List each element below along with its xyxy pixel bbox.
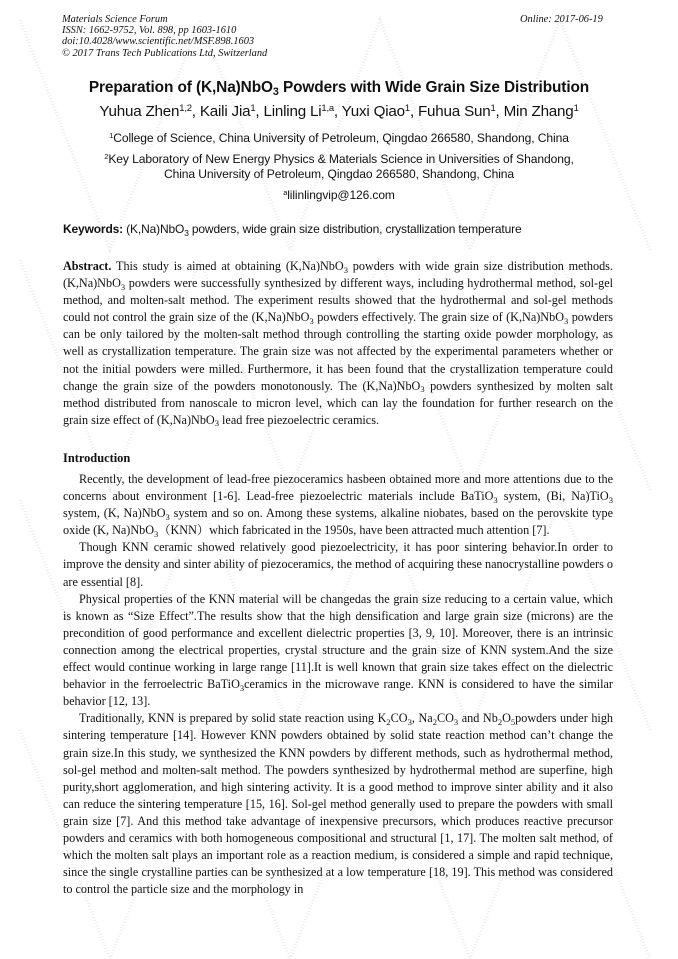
text-run: system and so on. Among these systems, alkaline niobates, based on the perovskite type oxide (K, Na)NbO xyxy=(63,506,613,538)
text-run: powders were successfully synthesized by different ways, including hydrothermal method, sol-gel method, and molten-salt method. The experiment results showed that the hydrothermal and sol-gel methods could not control the grain size of the (K,Na)NbO xyxy=(63,276,613,325)
subscript: 3 xyxy=(564,315,569,326)
keywords-text: (K,Na)NbO xyxy=(123,222,185,236)
affiliation-2 xyxy=(0,152,678,181)
introduction-paragraph xyxy=(63,591,613,711)
email-marker: a xyxy=(283,187,288,197)
subscript: 3 xyxy=(309,315,314,326)
text-run: powders with wide grain size distribution methods. (K,Na)NbO xyxy=(63,259,613,291)
subscript: 5 xyxy=(510,716,516,727)
text-run: system, (Bi, Na)TiO xyxy=(497,489,609,504)
text-run: powders under high sintering temperature [14]. However KNN powders obtained by solid state reaction method can’t change the grain size.In this study, we synthesized the KNN powders by different methods, such as hydrothermal method, sol-gel method and molten-salt method. The powders synthesized by hydrothermal method are superfine, high purity,short agglomeration, and high sintering activity. It is a good method to improve sinter ability and it also can reduce the sintering temperature [15, 16]. Sol-gel method generally used to prepare the powders with small grain size [7]. And this method take advantage of inexpensive precursors, which produces reactive precursor powders and ceramics with both homogeneous compositional and structural [1, 17]. The molten salt method, of which the molten salt plays an important role as a reaction medium, is considered a simple and rapid technique, since the single crystalline parties can be synthesized at a low temperature [18, 19]. This method was considered to control the particle size and the morphology in xyxy=(63,711,614,897)
author-affiliation-marker: 1 xyxy=(404,101,410,113)
author-affiliation-marker: 1 xyxy=(490,101,496,113)
text-run: CO xyxy=(436,711,454,726)
subscript: 3 xyxy=(343,264,348,275)
affiliation-1 xyxy=(0,131,678,146)
journal-citation-block xyxy=(62,14,267,59)
author-name: Linling Li xyxy=(263,103,322,120)
author-name: Yuxi Qiao xyxy=(341,103,405,120)
text-run: powders effectively. The grain size of (K,Na)NbO xyxy=(313,310,564,325)
text-run: , Na xyxy=(411,711,433,726)
online-date: Online: 2017-06-19 xyxy=(520,14,603,25)
subscript: 2 xyxy=(497,716,503,727)
email-link[interactable]: lilinlingvip@126.com xyxy=(287,188,395,202)
subscript: 2 xyxy=(432,716,437,727)
text-run: ceramics in the microwave range. KNN is considered to have the similar behavior [12, 13]. xyxy=(63,677,613,709)
text-run: lead free piezoelectric ceramics. xyxy=(218,412,380,427)
subscript: 3 xyxy=(239,682,245,693)
affiliation-text-line2: China University of Petroleum, Qingdao 266580, Shandong, China xyxy=(163,166,515,181)
introduction-body xyxy=(63,471,613,898)
abstract-label: Abstract. xyxy=(63,259,112,273)
keywords-subscript: 3 xyxy=(184,227,189,238)
subscript: 3 xyxy=(407,716,412,727)
text-run: powders synthesized by molten salt method distributed from nanoscale to micron level, which can lay the foundation for further research on the grain size effect of (K,Na)NbO xyxy=(63,378,613,427)
author-name: Kaili Jia xyxy=(199,103,251,120)
text-run: （KNN）which fabricated in the 1950s, have been attracted much attention [7]. xyxy=(158,523,550,538)
title-text-end: Powders with Wide Grain Size Distribution xyxy=(278,79,590,96)
subscript: 3 xyxy=(608,494,613,505)
subscript: 3 xyxy=(214,418,219,429)
text-run: system, (K, Na)NbO xyxy=(63,506,166,521)
introduction-paragraph xyxy=(63,539,613,590)
text-run: powders can be only tailored by the molten-salt method through controlling the starting oxide powder morphology, as well as crystallization temperature. The grain size was not affected by the experimental parameters whether or not the initial powders were milled. Furthermore, it has been found that the crystallization temperature could change the grain size of the powders monotonously. The (K,Na)NbO xyxy=(63,310,613,393)
affiliation-text: Key Laboratory of New Energy Physics & Materials Science in Universities of Shandong, xyxy=(108,152,574,166)
journal-doi: doi:10.4028/www.scientific.net/MSF.898.1603 xyxy=(62,36,255,48)
abstract-paragraph xyxy=(63,258,613,429)
title-subscript: 3 xyxy=(272,86,279,99)
keywords-text-end: powders, wide grain size distribution, crystallization temperature xyxy=(188,222,522,236)
journal-name: Materials Science Forum xyxy=(62,14,168,25)
title-text: Preparation of (K,Na)NbO xyxy=(88,79,273,96)
subscript: 3 xyxy=(154,528,159,539)
subscript: 3 xyxy=(420,384,425,395)
journal-copyright: © 2017 Trans Tech Publications Ltd, Switzerland xyxy=(62,47,268,59)
subscript: 2 xyxy=(386,716,391,727)
section-heading-introduction: Introduction xyxy=(63,451,131,465)
abstract xyxy=(63,258,613,429)
author-affiliation-marker: 1,2 xyxy=(179,101,192,113)
text-run: and Nb xyxy=(458,711,498,726)
corresponding-email xyxy=(0,188,678,203)
journal-issn: ISSN: 1662-9752, Vol. 898, pp 1603-1610 xyxy=(62,25,237,37)
introduction-paragraph xyxy=(63,471,613,539)
author-list: Yuhua Zhen$^{1,2}$, Kaili Jia$^1$, Linling Li$^{1,a}$, Yuxi Qiao$^1$, Fuhua Sun$^1$, Min Zhang$^1$ xyxy=(99,101,579,120)
text-run: Recently, the development of lead-free piezoceramics hasbeen obtained more and more attentions due to the concerns about environment [1-6]. Lead-free piezoelectric materials include BaTiO xyxy=(63,472,613,504)
text-run: Physical properties of the KNN material will be changedas the grain size reducing to a certain value, which is known as “Size Effect”.The results show that the high densification and large grain size (microns) are the precondition of good performance and excellent dielectric properties [3, 9, 10]. Moreover, there is an intrinsic connection among the electrical properties, crystal structure and the grain size of KNN system.And the size effect would continue working in large range [11].It is well known that grain size takes effect on the dielectric behavior in the ferroelectric BaTiO xyxy=(63,591,613,692)
text-run: CO xyxy=(390,711,408,726)
paper-title xyxy=(0,79,678,97)
affiliation-marker: 2 xyxy=(104,151,109,161)
subscript: 3 xyxy=(453,716,459,727)
keywords-label: Keywords: xyxy=(63,222,123,236)
author-name: Fuhua Sun xyxy=(417,103,491,120)
author-name: Yuhua Zhen xyxy=(99,103,180,120)
affiliation-text: College of Science, China University of Petroleum, Qingdao 266580, Shandong, China xyxy=(113,131,569,145)
text-run: Traditionally, KNN is prepared by solid state reaction using K xyxy=(79,711,387,726)
subscript: 3 xyxy=(165,511,170,522)
author-affiliation-marker: 1 xyxy=(573,101,579,113)
author-affiliation-marker: 1,a xyxy=(321,101,334,113)
subscript: 3 xyxy=(493,494,498,505)
author-name: Min Zhang xyxy=(503,103,574,120)
keywords xyxy=(63,222,521,236)
subscript: 3 xyxy=(120,281,126,292)
text-run: O xyxy=(502,711,511,726)
author-affiliation-marker: 1 xyxy=(250,101,256,113)
affiliation-marker: 1 xyxy=(109,130,114,140)
introduction-paragraph xyxy=(63,710,613,898)
text-run: This study is aimed at obtaining (K,Na)NbO xyxy=(111,259,344,273)
text-run: Though KNN ceramic showed relatively good piezoelectricity, it has poor sintering behavior.In order to improve the density and sinter ability of piezoceramics, the method of acquiring these nanocrystalline powders o are essential [8]. xyxy=(63,540,613,589)
